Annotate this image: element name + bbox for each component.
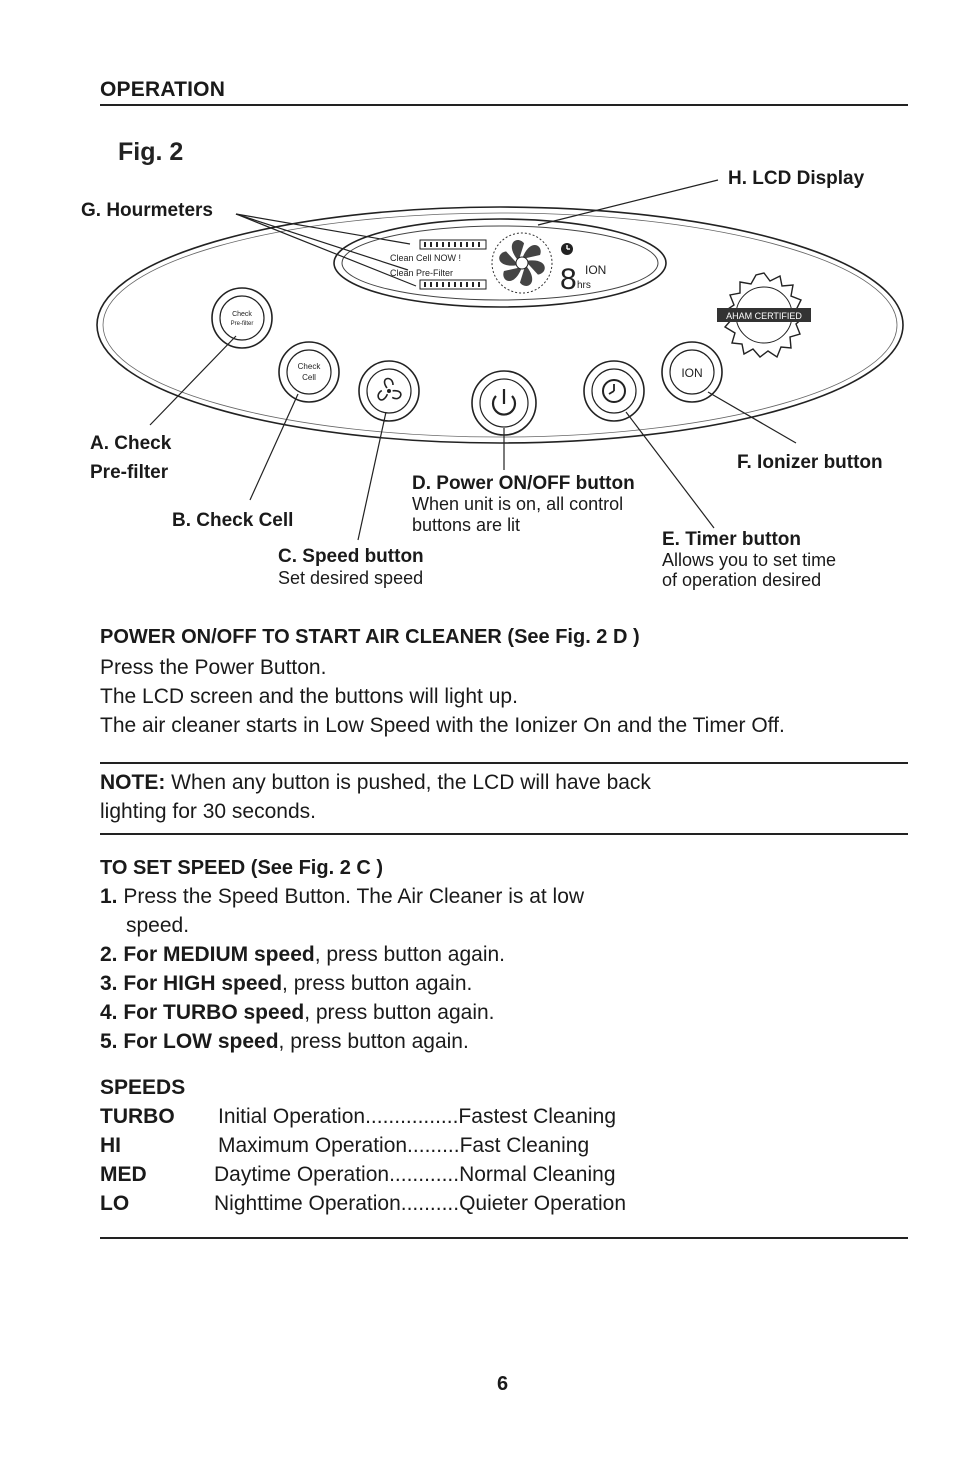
check-prefilter-text: Check [232, 311, 252, 318]
callout-ionizer-button: F. Ionizer button [737, 452, 883, 473]
callout-power-button: D. Power ON/OFF button [412, 473, 635, 494]
power-section-heading: POWER ON/OFF TO START AIR CLEANER (See Fig. 2 D ) [100, 626, 640, 648]
note-text: When any button is pushed, the LCD will have back [165, 771, 651, 794]
callout-hourmeters: G. Hourmeters [81, 200, 213, 221]
power-line-1: Press the Power Button. [100, 656, 327, 679]
note-bottom-rule [100, 833, 908, 835]
callout-timer-button: E. Timer button [662, 529, 801, 550]
check-prefilter-button[interactable] [212, 288, 272, 348]
speeds-row-lo: LO Nighttime Operation..........Quieter Operation [100, 1192, 627, 1215]
svg-text:Cell: Cell [302, 373, 316, 382]
speed-section-heading: TO SET SPEED (See Fig. 2 C ) [100, 857, 384, 879]
note-line-1 [100, 768, 651, 797]
page-number: 6 [497, 1373, 509, 1395]
aham-certified-seal [717, 273, 811, 357]
speeds-row-med: MED Daytime Operation............Normal Cleaning [100, 1163, 616, 1186]
callout-lcd-display: H. LCD Display [728, 168, 865, 189]
check-cell-button[interactable] [279, 342, 339, 402]
callout-timer-desc-2: of operation desired [662, 570, 822, 590]
ion-button[interactable] [662, 342, 722, 402]
seal-text: AHAM CERTIFIED [726, 311, 802, 321]
timer-button[interactable] [584, 361, 644, 421]
callout-check-prefilter: A. Check [90, 433, 172, 454]
lcd-digit: 8 [560, 263, 577, 296]
figure-label: Fig. 2 [118, 138, 184, 166]
callout-timer-desc-1: Allows you to set time [662, 550, 837, 570]
callout-check-prefilter-line2: Pre-filter [90, 462, 169, 483]
speed-step-5: 5. For LOW speed, press button again. [100, 1030, 469, 1053]
note-line-2: lighting for 30 seconds. [100, 800, 316, 823]
power-button[interactable] [472, 371, 536, 435]
lcd-hrs-label: hrs [577, 280, 591, 291]
speed-step-3: 3. For HIGH speed, press button again. [100, 972, 473, 995]
svg-text:Pre-filter: Pre-filter [230, 321, 254, 327]
ion-button-text: ION [681, 366, 703, 380]
lcd-clean-cell: Clean Cell NOW ! [390, 253, 462, 263]
note-label: NOTE: [100, 771, 166, 794]
power-line-3: The air cleaner starts in Low Speed with the Ionizer On and the Timer Off. [100, 714, 785, 737]
lcd-display [390, 233, 606, 296]
lcd-ion-label: ION [585, 263, 607, 277]
section-title: OPERATION [100, 78, 226, 101]
speeds-row-turbo: TURBO Initial Operation................Fastest Cleaning [100, 1105, 617, 1128]
callout-check-cell: B. Check Cell [172, 510, 294, 531]
callout-speed-button: C. Speed button [278, 546, 424, 567]
callout-speed-desc: Set desired speed [278, 568, 424, 588]
lcd-clean-prefilter: Clean Pre-Filter [390, 268, 454, 278]
speed-step-1: 1. Press the Speed Button. The Air Cleaner is at low [100, 885, 585, 908]
speed-step-4: 4. For TURBO speed, press button again. [100, 1001, 495, 1024]
power-line-2: The LCD screen and the buttons will light up. [100, 685, 518, 708]
lcd-outline [334, 219, 666, 307]
callout-power-desc-1: When unit is on, all control [412, 494, 624, 514]
note-top-rule [100, 762, 908, 764]
clock-icon [561, 243, 573, 255]
speed-step-2: 2. For MEDIUM speed, press button again. [100, 943, 505, 966]
bottom-rule [100, 1237, 908, 1239]
callout-power-desc-2: buttons are lit [412, 515, 521, 535]
speeds-row-hi: HI Maximum Operation.........Fast Cleaning [100, 1134, 590, 1157]
speed-button[interactable] [359, 361, 419, 421]
speeds-heading: SPEEDS [100, 1076, 186, 1099]
fan-icon [492, 233, 552, 293]
speed-step-1-cont: speed. [126, 914, 190, 937]
check-cell-text: Check [297, 362, 321, 371]
